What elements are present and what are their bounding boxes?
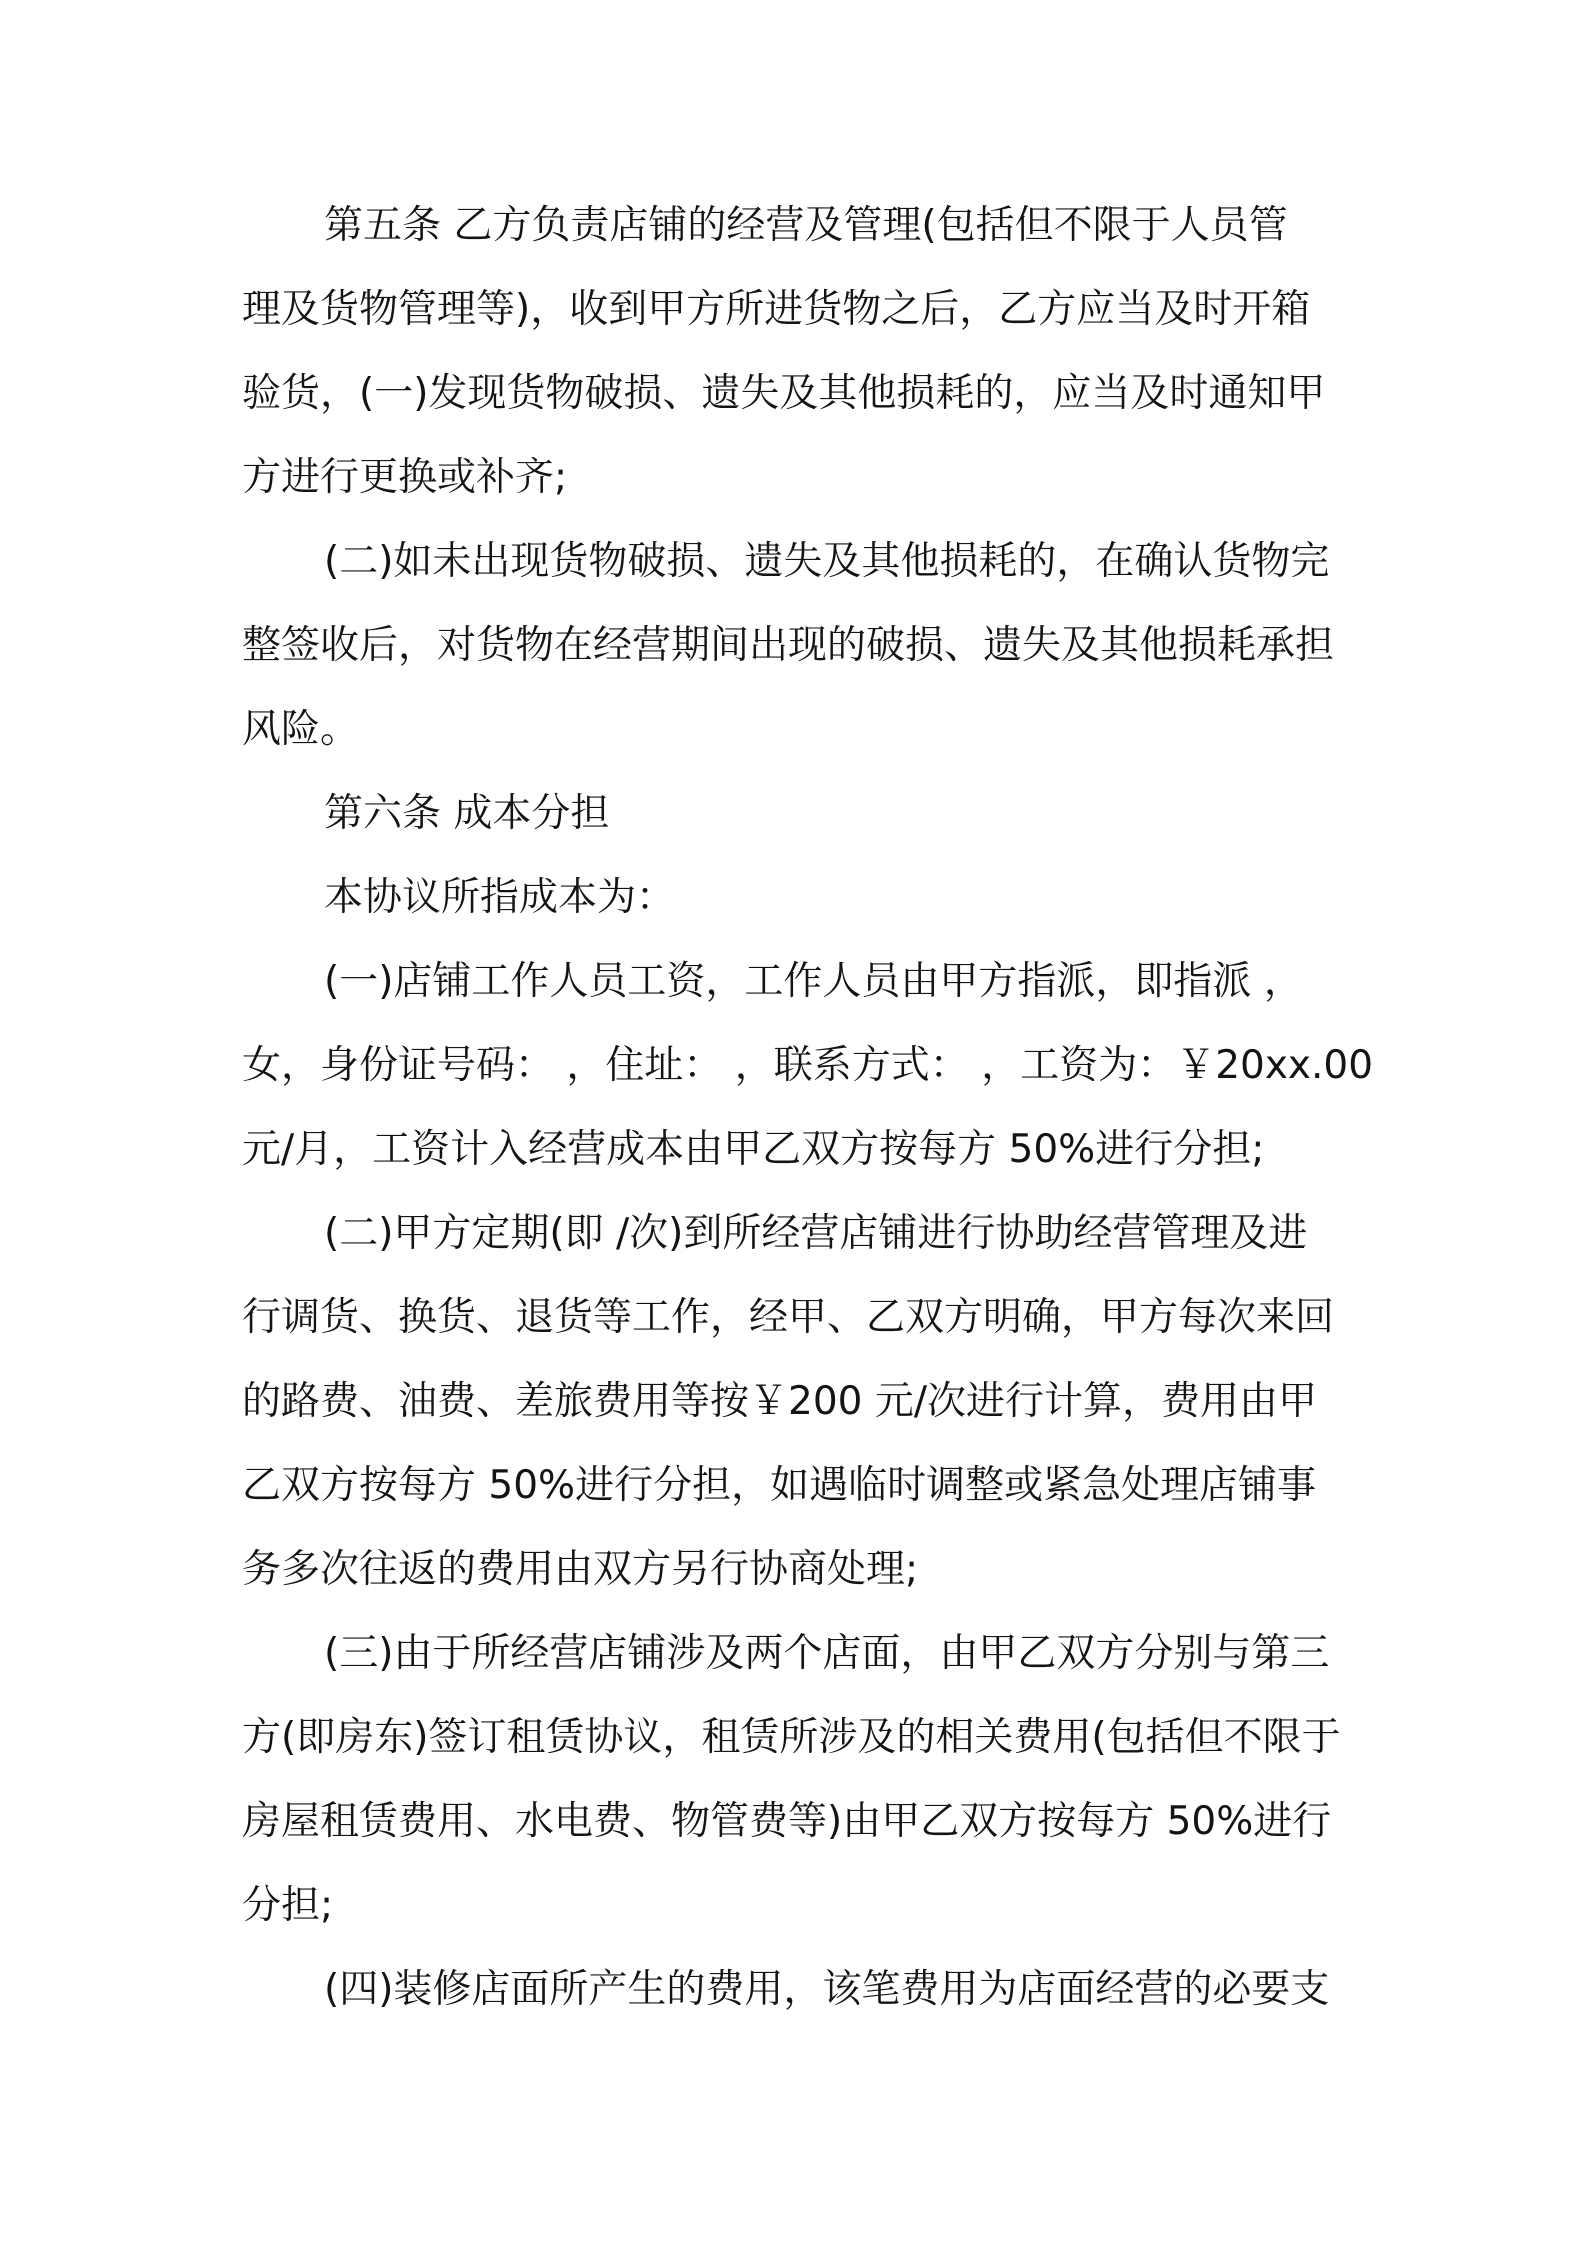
cost-item-4-line: (四)装修店面所产生的费用，该笔费用为店面经营的必要支 (324, 1967, 1330, 2012)
cost-item-3-line: (三)由于所经营店铺涉及两个店面，由甲乙双方分别与第三 (324, 1631, 1330, 1676)
cost-item-2-line: (二)甲方定期(即 /次)到所经营店铺进行协助经营管理及进 (324, 1211, 1308, 1256)
text-line: 方(即房东)签订租赁协议，租赁所涉及的相关费用(包括但不限于 (242, 1715, 1341, 1760)
text-line: 元/月，工资计入经营成本由甲乙双方按每方 50%进行分担; (242, 1127, 1265, 1172)
text-line: 整签收后，对货物在经营期间出现的破损、遗失及其他损耗承担 (242, 623, 1335, 668)
cost-item-1-line: (一)店铺工作人员工资，工作人员由甲方指派，即指派 ， (324, 959, 1303, 1004)
text-line: 的路费、油费、差旅费用等按￥200 元/次进行计算，费用由甲 (242, 1379, 1317, 1424)
article-5-heading-line: 第五条 乙方负责店铺的经营及管理(包括但不限于人员管 (324, 203, 1288, 248)
text-line: 女，身份证号码： ，住址： ，联系方式： ，工资为：￥20xx.00 (242, 1043, 1374, 1088)
text-line: 乙双方按每方 50%进行分担，如遇临时调整或紧急处理店铺事 (242, 1463, 1317, 1508)
text-line: 分担; (242, 1883, 334, 1928)
text-line: 房屋租赁费用、水电费、物管费等)由甲乙双方按每方 50%进行 (242, 1799, 1332, 1844)
clause-2-line: (二)如未出现货物破损、遗失及其他损耗的，在确认货物完 (324, 539, 1330, 584)
text-line: 方进行更换或补齐; (242, 455, 568, 500)
article-6-heading-line: 第六条 成本分担 (324, 791, 610, 836)
text-line: 验货，(一)发现货物破损、遗失及其他损耗的，应当及时通知甲 (242, 371, 1326, 416)
text-line: 行调货、换货、退货等工作，经甲、乙双方明确，甲方每次来回 (242, 1295, 1335, 1340)
text-line: 风险。 (242, 707, 360, 752)
text-line: 理及货物管理等)，收到甲方所进货物之后，乙方应当及时开箱 (242, 287, 1311, 332)
text-line: 务多次往返的费用由双方另行协商处理; (242, 1547, 919, 1592)
cost-definition-line: 本协议所指成本为： (324, 875, 676, 920)
